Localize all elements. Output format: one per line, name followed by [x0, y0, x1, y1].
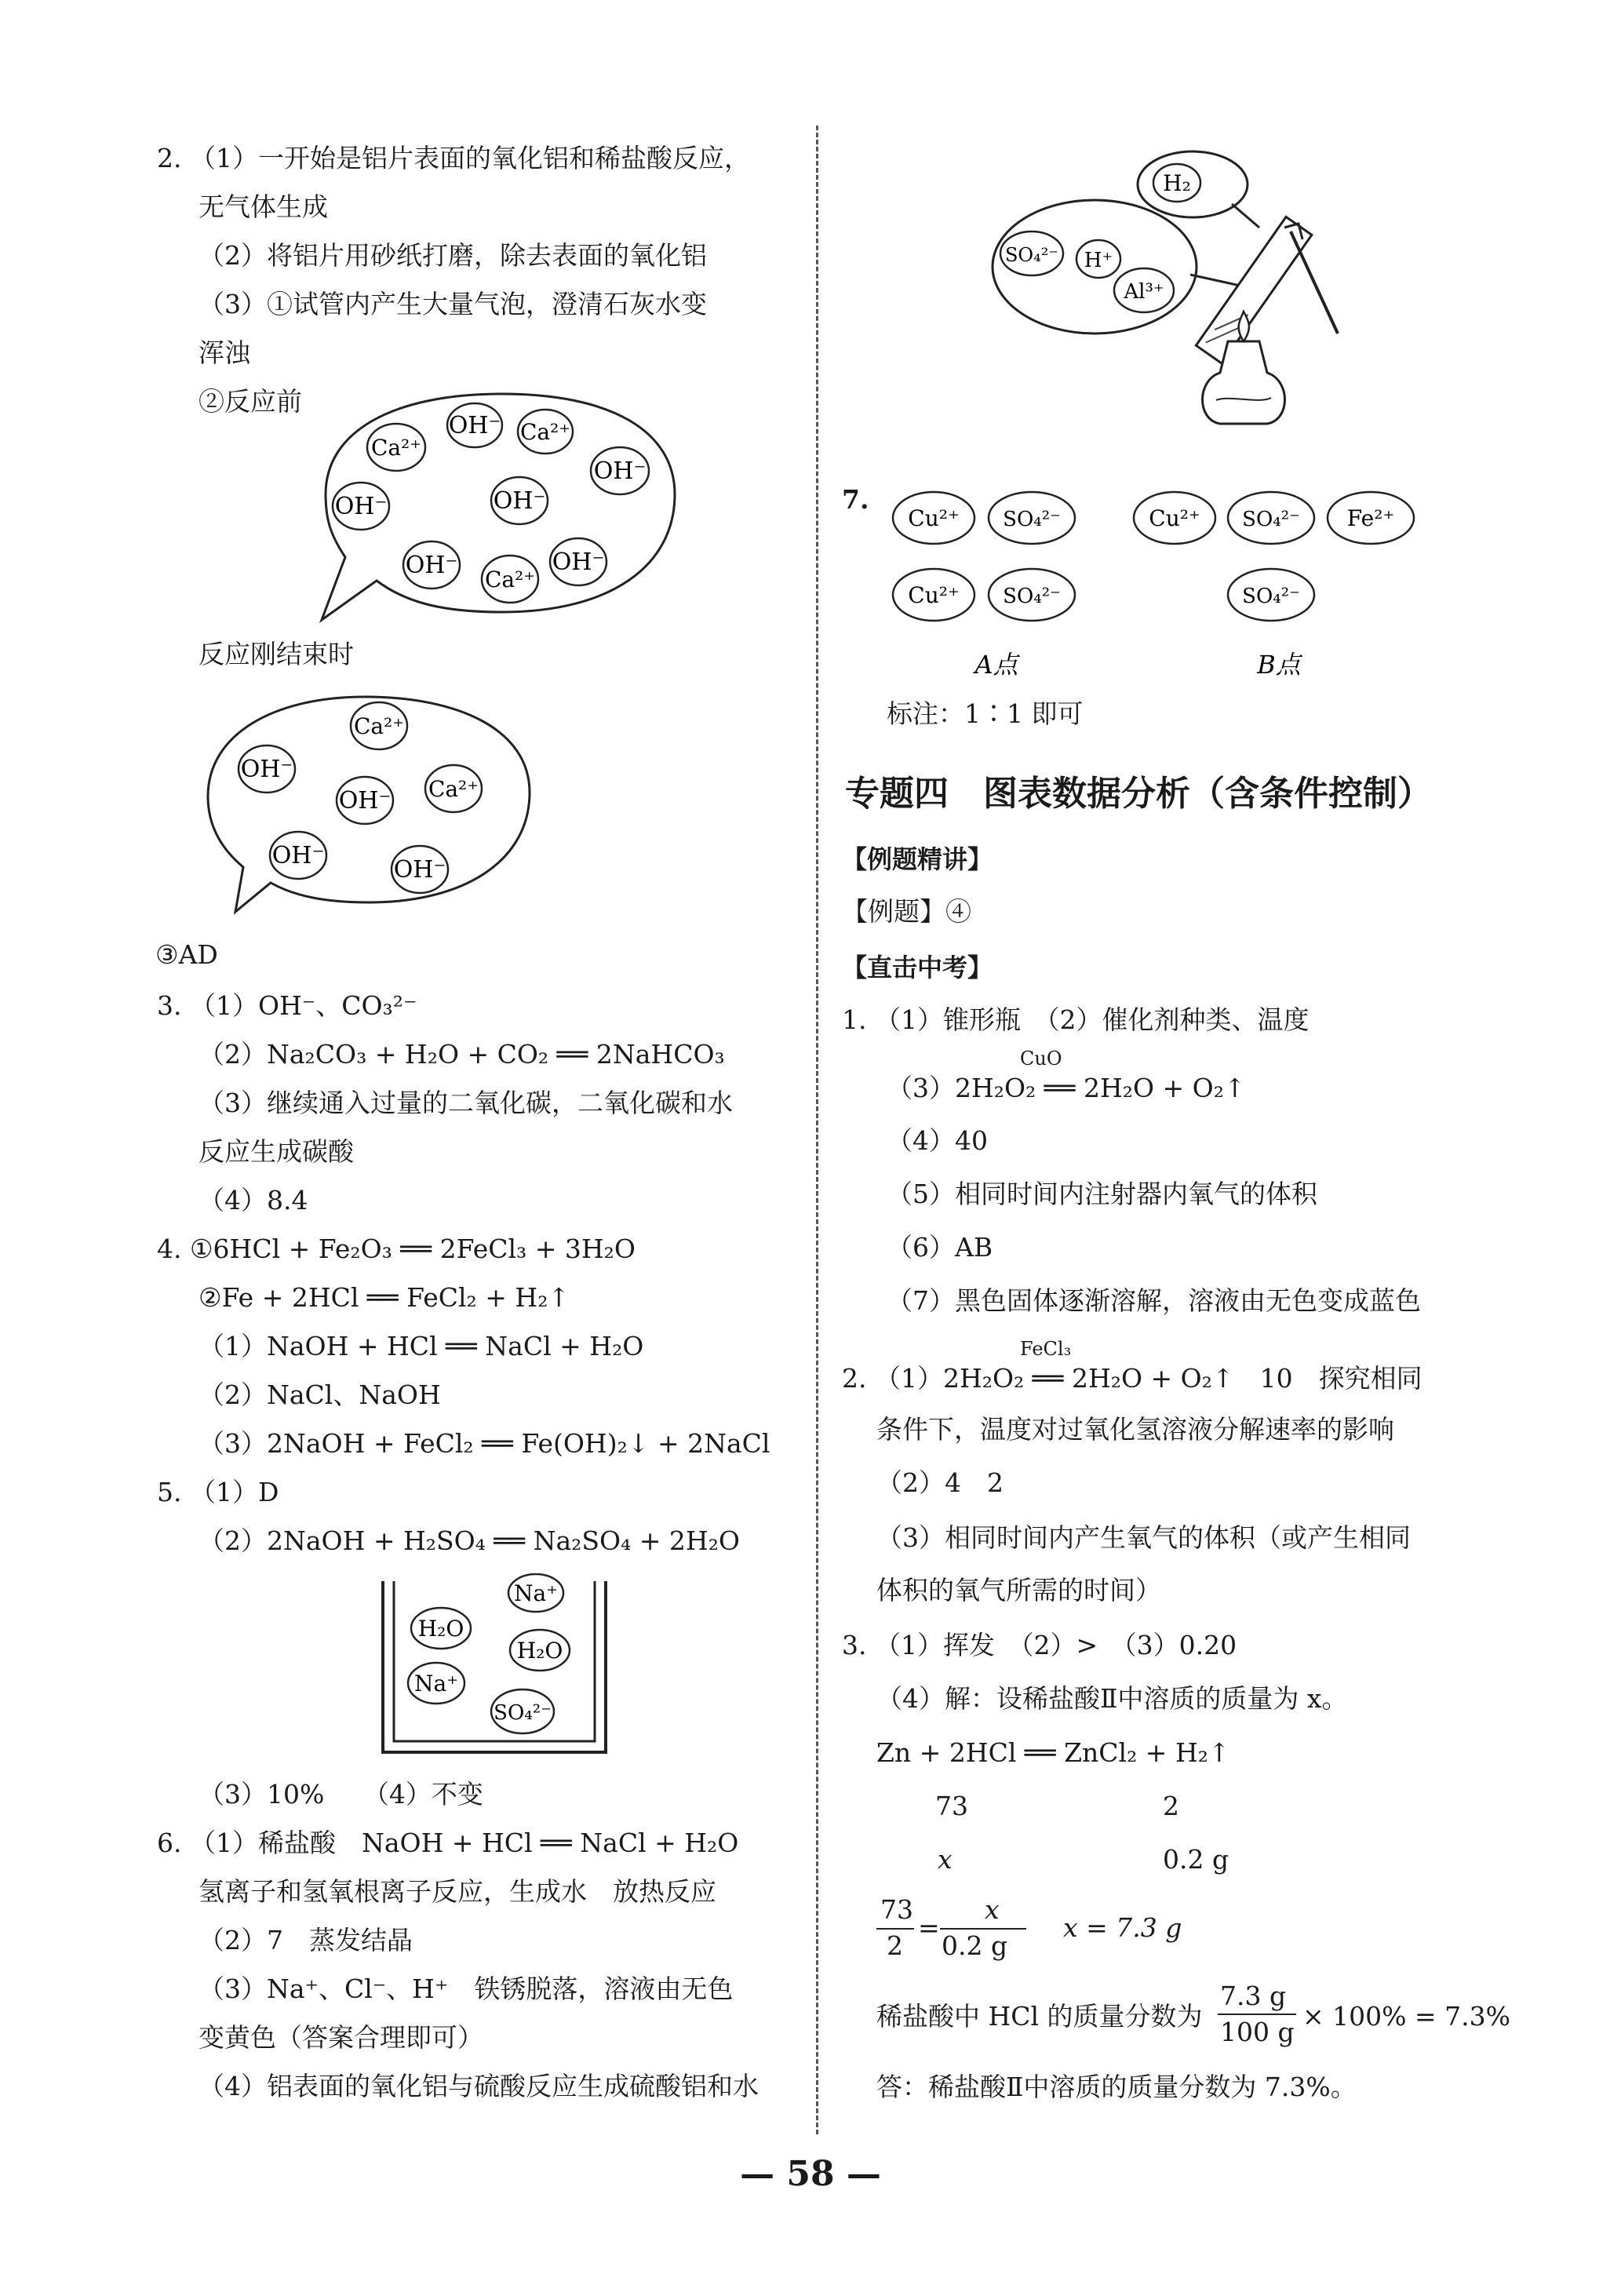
r2-part3-cont: 体积的氧气所需的时间） [876, 1575, 1161, 1605]
svg-text:H₂O: H₂O [516, 1638, 563, 1664]
svg-text:Ca²⁺: Ca²⁺ [353, 713, 405, 739]
svg-text:OH⁻: OH⁻ [593, 457, 647, 485]
section-title: 专题四 图表数据分析（含条件控制） [845, 774, 1432, 814]
q6-part1-cont: 氢离子和氢氧根离子反应，生成水 放热反应 [199, 1876, 716, 1907]
q6-part3: （3）Na⁺、Cl⁻、H⁺ 铁锈脱落，溶液由无色 [199, 1973, 734, 2004]
svg-text:SO₄²⁻: SO₄²⁻ [1003, 585, 1061, 608]
q3-part4: （4）8.4 [199, 1185, 308, 1215]
molecule-h2o [411, 1608, 471, 1649]
section-example-header: 【例题精讲】 [842, 844, 993, 874]
frac-b-den: 0.2 g [942, 1930, 1008, 1961]
r3-h2-value: 0.2 g [1163, 1844, 1229, 1875]
ion-cu [1134, 492, 1215, 544]
q7-ion-diagram [887, 490, 1436, 687]
svg-text:Na⁺: Na⁺ [514, 1580, 558, 1606]
q2-part3-cont: 浑浊 [199, 337, 250, 368]
q2-part3: （3）①试管内产生大量气泡，澄清石灰水变 [199, 289, 707, 319]
q5-part2: （2）2NaOH + H₂SO₄ ══ Na₂SO₄ + 2H₂O [199, 1525, 740, 1556]
ion-ca [518, 410, 573, 454]
q6-part4: （4）铝表面的氧化铝与硫酸反应生成硫酸铝和水 [199, 2071, 759, 2101]
molecule-h2o [510, 1630, 570, 1671]
q5-part3-4: （3）10% （4）不变 [199, 1779, 483, 1809]
svg-text:OH⁻: OH⁻ [393, 856, 446, 884]
ion-h [1076, 240, 1120, 278]
ion-oh [491, 477, 548, 524]
svg-text:SO₄²⁻: SO₄²⁻ [494, 1701, 552, 1725]
q2-before-label: ②反应前 [199, 386, 302, 417]
ion-oh [239, 745, 295, 793]
svg-text:OH⁻: OH⁻ [493, 487, 546, 515]
svg-text:OH⁻: OH⁻ [552, 548, 605, 576]
q6-part2: （2）7 蒸发结晶 [199, 1925, 413, 1955]
ion-oh [403, 541, 460, 589]
svg-text:OH⁻: OH⁻ [271, 842, 325, 869]
ion-oh [337, 777, 393, 824]
q4-eq1: 4. ①6HCl + Fe₂O₃ ══ 2FeCl₃ + 3H₂O [157, 1234, 636, 1264]
ion-so4 [1000, 231, 1063, 275]
svg-text:OH⁻: OH⁻ [338, 787, 392, 815]
r1-part6: （6）AB [887, 1232, 993, 1263]
column-divider [816, 126, 818, 2134]
q4-part1: （1）NaOH + HCl ══ NaCl + H₂O [199, 1331, 644, 1361]
r2-catalyst: FeCl₃ [1020, 1338, 1072, 1360]
q6-part3-cont: 变黄色（答案合理即可） [199, 2022, 483, 2053]
r3-equation: Zn + 2HCl ══ ZnCl₂ + H₂↑ [876, 1737, 1230, 1768]
svg-text:H₂: H₂ [1163, 170, 1191, 196]
r2-part3: （3）相同时间内产生氧气的体积（或产生相同 [876, 1522, 1411, 1553]
svg-text:Ca²⁺: Ca²⁺ [519, 419, 571, 445]
ion-so4 [989, 492, 1075, 544]
section-exam-header: 【直击中考】 [842, 953, 993, 982]
q2-part1: 2. （1）一开始是铝片表面的氧化铝和稀盐酸反应， [157, 143, 750, 173]
ion-oh [392, 846, 448, 893]
q4-part3: （3）2NaOH + FeCl₂ ══ Fe(OH)₂↓ + 2NaCl [199, 1428, 770, 1459]
q7-note: 标注：1∶1 即可 [887, 698, 1084, 729]
r2-part1: 2. （1）2H₂O₂ ══ 2H₂O + O₂↑ 10 探究相同 [842, 1363, 1422, 1394]
q3-part2: （2）Na₂CO₃ + H₂O + CO₂ ══ 2NaHCO₃ [199, 1039, 725, 1070]
q4-part2: （2）NaCl、NaOH [199, 1379, 441, 1410]
r1-part5: （5）相同时间内注射器内氧气的体积 [887, 1179, 1317, 1209]
r2-part1-cont: 条件下，温度对过氧化氢溶液分解速率的影响 [876, 1414, 1394, 1445]
frac-a-num: 73 [880, 1894, 913, 1925]
ion-na [408, 1663, 464, 1704]
r3-unknown: x [938, 1844, 953, 1875]
svg-text:OH⁻: OH⁻ [240, 756, 293, 783]
svg-text:Fe²⁺: Fe²⁺ [1346, 505, 1395, 531]
page-number: — 58 — [740, 2154, 881, 2194]
svg-text:SO₄²⁻: SO₄²⁻ [1242, 508, 1300, 531]
q3-part3-cont: 反应生成碳酸 [199, 1136, 354, 1167]
ion-oh [270, 832, 326, 879]
test-tube-diagram [985, 145, 1424, 436]
ion-so4 [1228, 569, 1314, 621]
q3-part1: 3. （1）OH⁻、CO₃²⁻ [157, 990, 417, 1021]
ion-ca [425, 765, 482, 812]
svg-text:Cu²⁺: Cu²⁺ [1149, 505, 1200, 531]
ion-al [1114, 268, 1174, 312]
r3-part4: （4）解：设稀盐酸Ⅱ中溶质的质量为 x。 [876, 1683, 1348, 1714]
ion-oh [333, 483, 389, 530]
svg-text:Ca²⁺: Ca²⁺ [484, 567, 536, 592]
ion-so4 [989, 569, 1075, 621]
svg-text:Ca²⁺: Ca²⁺ [370, 435, 422, 461]
r3-percent-prefix: 稀盐酸中 HCl 的质量分数为 [876, 2001, 1203, 2032]
r1-part7: （7）黑色固体逐渐溶解，溶液由无色变成蓝色 [887, 1285, 1421, 1316]
ion-oh [550, 538, 607, 585]
ion-ca [351, 702, 407, 749]
pct-den: 100 g [1220, 2017, 1295, 2047]
svg-text:H⁺: H⁺ [1084, 249, 1113, 272]
ion-na [508, 1574, 563, 1612]
q2-part2: （2）将铝片用砂纸打磨，除去表面的氧化铝 [199, 240, 707, 271]
ion-fe [1328, 492, 1414, 544]
svg-text:SO₄²⁻: SO₄²⁻ [1004, 244, 1059, 266]
ion-ca [367, 424, 425, 471]
r3-part1-3: 3. （1）挥发 （2）> （3）0.20 [842, 1630, 1237, 1660]
ion-so4 [1228, 492, 1314, 544]
r1-part1-2: 1. （1）锥形瓶 （2）催化剂种类、温度 [842, 1004, 1310, 1035]
q5-part1: 5. （1）D [157, 1477, 279, 1507]
svg-text:Na⁺: Na⁺ [414, 1671, 458, 1696]
r3-x-result: x = 7.3 g [1063, 1912, 1182, 1943]
svg-text:SO₄²⁻: SO₄²⁻ [1003, 508, 1061, 531]
q6-part1: 6. （1）稀盐酸 NaOH + HCl ══ NaCl + H₂O [157, 1828, 739, 1858]
r2-part2: （2）4 2 [876, 1467, 1004, 1498]
svg-text:Al³⁺: Al³⁺ [1124, 280, 1164, 304]
q7-label-b: B点 [1257, 650, 1301, 680]
ion-cu [893, 492, 974, 544]
svg-text:Ca²⁺: Ca²⁺ [428, 776, 479, 802]
r1-part3: （3）2H₂O₂ ══ 2H₂O + O₂↑ [887, 1073, 1246, 1103]
q2-after-label: 反应刚结束时 [199, 639, 354, 669]
r1-part4: （4）40 [887, 1125, 988, 1156]
frac-b-num: x [985, 1894, 1000, 1925]
q4-eq2: ②Fe + 2HCl ══ FeCl₂ + H₂↑ [199, 1282, 570, 1313]
svg-text:OH⁻: OH⁻ [334, 493, 388, 520]
ion-oh [447, 403, 502, 447]
svg-text:SO₄²⁻: SO₄²⁻ [1242, 585, 1300, 608]
ion-cu [893, 569, 974, 621]
example-answer: 【例题】④ [842, 896, 971, 927]
r3-answer: 答：稀盐酸Ⅱ中溶质的质量分数为 7.3%。 [876, 2072, 1357, 2102]
svg-text:OH⁻: OH⁻ [405, 552, 458, 579]
q7-number: 7. [842, 484, 869, 515]
bubble-after-diagram [200, 691, 537, 918]
molecule-h2 [1153, 164, 1200, 202]
svg-text:Cu²⁺: Cu²⁺ [908, 582, 960, 608]
ion-so4 [491, 1689, 554, 1733]
ion-ca [482, 556, 538, 603]
bubble-before-diagram [314, 384, 690, 628]
q2-part1-cont: 无气体生成 [199, 191, 328, 222]
ion-oh [591, 447, 649, 494]
r1-catalyst: CuO [1020, 1048, 1062, 1070]
svg-text:Cu²⁺: Cu²⁺ [908, 505, 960, 531]
q2-ad: ③AD [155, 939, 218, 970]
r3-mass-h2: 2 [1163, 1791, 1179, 1821]
r3-percent-suffix: × 100% = 7.3% [1302, 2001, 1510, 2032]
r3-mass-zn: 73 [935, 1791, 968, 1821]
pct-num: 7.3 g [1220, 1981, 1287, 2011]
svg-text:OH⁻: OH⁻ [448, 412, 501, 439]
q3-part3: （3）继续通入过量的二氧化碳，二氧化碳和水 [199, 1088, 733, 1118]
frac-equal: = [918, 1912, 940, 1943]
beaker-diagram [377, 1573, 612, 1762]
svg-text:H₂O: H₂O [417, 1616, 464, 1642]
frac-a-den: 2 [887, 1930, 903, 1961]
q7-label-a: A点 [974, 650, 1018, 680]
